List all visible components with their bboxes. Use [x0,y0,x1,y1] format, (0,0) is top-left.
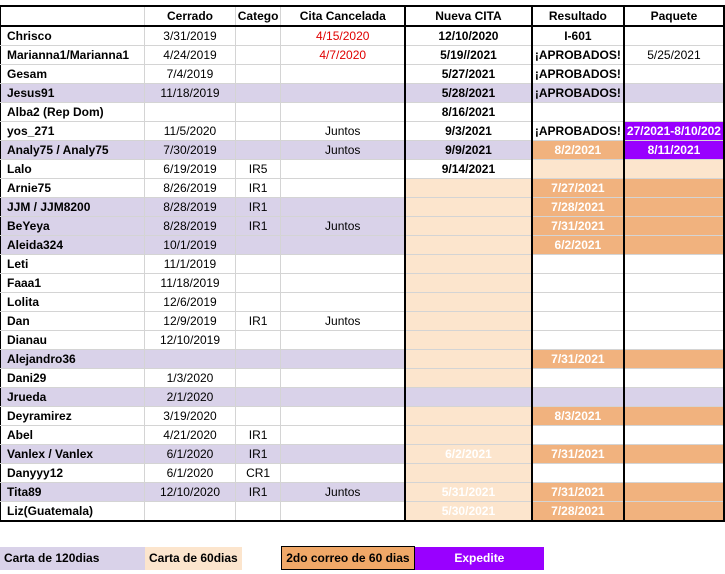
table-row [1,312,725,331]
cell-resultado[interactable]: ¡APROBADOS! [532,122,624,141]
cell-resultado[interactable] [532,255,624,274]
cell-cerrado[interactable]: 12/6/2019 [145,293,236,312]
cell-paquete[interactable] [624,464,724,483]
cell-categoria[interactable] [235,274,281,293]
cell-resultado[interactable]: 7/31/2021 [532,445,624,464]
cell-cerrado[interactable]: 7/4/2019 [145,65,236,84]
cell-categoria[interactable] [235,369,281,388]
cell-cerrado[interactable]: 6/19/2019 [145,160,236,179]
table-row [1,198,725,217]
cell-resultado[interactable] [532,160,624,179]
cell-cerrado[interactable]: 10/1/2019 [145,236,236,255]
cell-resultado[interactable]: 7/27/2021 [532,179,624,198]
cell-categoria[interactable]: IR1 [235,483,281,502]
cell-name[interactable]: Danyyy12 [1,464,145,483]
legend-60dias[interactable]: Carta de 60dias [145,547,242,570]
cell-categoria[interactable]: IR1 [235,198,281,217]
cell-cerrado[interactable]: 6/1/2020 [145,464,236,483]
cell-paquete[interactable] [624,26,724,46]
cell-cerrado[interactable] [145,350,236,369]
cell-paquete[interactable] [624,369,724,388]
cell-name[interactable]: Chrisco [1,26,145,46]
cell-paquete[interactable] [624,331,724,350]
cell-cerrado[interactable]: 12/9/2019 [145,312,236,331]
cell-name[interactable]: Jesus91 [1,84,145,103]
cell-paquete[interactable] [624,274,724,293]
legend [0,546,544,570]
cell-cita-cancelada[interactable] [281,502,405,522]
cell-cita-cancelada[interactable] [281,426,405,445]
cell-categoria[interactable]: IR1 [235,179,281,198]
cell-categoria[interactable] [235,236,281,255]
cell-nueva-cita[interactable]: 5/27/2021 [405,65,532,84]
cell-paquete[interactable]: 5/25/2021 [624,46,724,65]
cell-paquete[interactable] [624,255,724,274]
cell-cita-cancelada[interactable]: Juntos [281,141,405,160]
cell-cita-cancelada[interactable]: 4/7/2020 [281,46,405,65]
cell-paquete[interactable] [624,407,724,426]
table-row [1,274,725,293]
cell-paquete[interactable] [624,160,724,179]
cell-nueva-cita[interactable]: 9/3/2021 [405,122,532,141]
table-row [1,426,725,445]
cell-name[interactable]: Deyramirez [1,407,145,426]
cell-cita-cancelada[interactable] [281,331,405,350]
cell-resultado[interactable] [532,274,624,293]
cell-cita-cancelada[interactable] [281,236,405,255]
cell-nueva-cita[interactable] [405,369,532,388]
cell-paquete[interactable] [624,350,724,369]
cell-categoria[interactable]: CR1 [235,464,281,483]
cell-cerrado[interactable]: 1/3/2020 [145,369,236,388]
cell-resultado[interactable] [532,293,624,312]
table-row [1,65,725,84]
legend-expedite[interactable]: Expedite [414,547,544,570]
cell-cita-cancelada[interactable] [281,65,405,84]
cell-cerrado[interactable]: 4/21/2020 [145,426,236,445]
cell-nueva-cita[interactable]: 5/28/2021 [405,84,532,103]
cell-cita-cancelada[interactable]: Juntos [281,217,405,236]
cell-cita-cancelada[interactable]: Juntos [281,483,405,502]
column-header-5[interactable]: Resultado [532,6,624,26]
cell-categoria[interactable]: IR1 [235,426,281,445]
cell-cerrado[interactable]: 3/19/2020 [145,407,236,426]
cell-cita-cancelada[interactable] [281,160,405,179]
cell-paquete[interactable] [624,179,724,198]
cell-resultado[interactable]: 8/3/2021 [532,407,624,426]
cell-nueva-cita[interactable]: 9/9/2021 [405,141,532,160]
cell-cita-cancelada[interactable]: Juntos [281,122,405,141]
cell-resultado[interactable]: 6/2/2021 [532,236,624,255]
cell-cerrado[interactable]: 8/28/2019 [145,198,236,217]
cell-nueva-cita[interactable] [405,407,532,426]
cell-paquete[interactable] [624,426,724,445]
table-row [1,331,725,350]
cell-name[interactable]: Arnie75 [1,179,145,198]
cell-cita-cancelada[interactable] [281,350,405,369]
column-header-4[interactable]: Nueva CITA [405,6,532,26]
cell-cita-cancelada[interactable] [281,255,405,274]
table-row [1,217,725,236]
cell-paquete[interactable] [624,312,724,331]
table-row [1,46,725,65]
cell-nueva-cita[interactable] [405,198,532,217]
cell-name[interactable]: Dan [1,312,145,331]
cell-resultado[interactable]: I-601 [532,26,624,46]
cell-resultado[interactable]: 8/2/2021 [532,141,624,160]
cell-cerrado[interactable]: 11/5/2020 [145,122,236,141]
cell-resultado[interactable]: ¡APROBADOS! [532,46,624,65]
cell-paquete[interactable] [624,483,724,502]
cell-nueva-cita[interactable] [405,236,532,255]
cell-name[interactable]: Abel [1,426,145,445]
cell-categoria[interactable] [235,388,281,407]
cell-cerrado[interactable]: 7/30/2019 [145,141,236,160]
cell-nueva-cita[interactable]: 9/14/2021 [405,160,532,179]
table-row [1,103,725,122]
cell-cita-cancelada[interactable]: 4/15/2020 [281,26,405,46]
cell-name[interactable]: Lolita [1,293,145,312]
cell-cerrado[interactable] [145,502,236,522]
column-header-6[interactable]: Paquete [624,6,724,26]
cell-cerrado[interactable]: 2/1/2020 [145,388,236,407]
column-header-1[interactable]: Cerrado [145,6,236,26]
cell-name[interactable]: BeYeya [1,217,145,236]
cell-cita-cancelada[interactable]: Juntos [281,312,405,331]
table-row [1,160,725,179]
cell-paquete[interactable] [624,445,724,464]
cell-name[interactable]: Faaa1 [1,274,145,293]
cell-cerrado[interactable]: 11/18/2019 [145,84,236,103]
cell-cita-cancelada[interactable] [281,369,405,388]
cell-cita-cancelada[interactable] [281,179,405,198]
cell-nueva-cita[interactable]: 12/10/2020 [405,26,532,46]
cell-resultado[interactable] [532,464,624,483]
cell-resultado[interactable] [532,388,624,407]
cell-categoria[interactable] [235,350,281,369]
cell-name[interactable]: Jrueda [1,388,145,407]
table-row [1,483,725,502]
table-row [1,445,725,464]
cell-cerrado[interactable]: 8/26/2019 [145,179,236,198]
cell-categoria[interactable] [235,502,281,522]
cell-resultado[interactable]: 7/28/2021 [532,502,624,522]
cell-nueva-cita[interactable] [405,426,532,445]
cell-resultado[interactable] [532,103,624,122]
cell-cita-cancelada[interactable] [281,274,405,293]
cell-categoria[interactable] [235,141,281,160]
cell-resultado[interactable]: ¡APROBADOS! [532,65,624,84]
cell-resultado[interactable] [532,331,624,350]
cell-resultado[interactable]: 7/31/2021 [532,483,624,502]
table-row [1,26,725,46]
cell-name[interactable]: Dani29 [1,369,145,388]
cell-cerrado[interactable]: 6/1/2020 [145,445,236,464]
table-row [1,179,725,198]
cell-cita-cancelada[interactable] [281,464,405,483]
cell-resultado[interactable]: 7/31/2021 [532,350,624,369]
cell-resultado[interactable] [532,369,624,388]
cell-resultado[interactable]: 7/31/2021 [532,217,624,236]
cell-nueva-cita[interactable]: 5/19//2021 [405,46,532,65]
cell-nueva-cita[interactable] [405,274,532,293]
cell-cita-cancelada[interactable] [281,103,405,122]
cell-nueva-cita[interactable] [405,217,532,236]
cell-name[interactable]: JJM / JJM8200 [1,198,145,217]
cell-paquete[interactable] [624,236,724,255]
cell-nueva-cita[interactable]: 5/30/2021 [405,502,532,522]
cell-name[interactable]: Gesam [1,65,145,84]
cell-name[interactable]: Marianna1/Marianna1 [1,46,145,65]
table-row [1,464,725,483]
cell-name[interactable]: Alejandro36 [1,350,145,369]
cell-categoria[interactable] [235,331,281,350]
cell-name[interactable]: Vanlex / Vanlex [1,445,145,464]
cell-name[interactable]: Analy75 / Analy75 [1,141,145,160]
cell-name[interactable]: Alba2 (Rep Dom) [1,103,145,122]
cell-categoria[interactable] [235,103,281,122]
cell-cerrado[interactable]: 11/18/2019 [145,274,236,293]
table-row [1,350,725,369]
cell-cita-cancelada[interactable] [281,407,405,426]
cell-nueva-cita[interactable] [405,293,532,312]
table-row [1,255,725,274]
cell-nueva-cita[interactable] [405,312,532,331]
table-row [1,388,725,407]
cell-name[interactable]: yos_271 [1,122,145,141]
cell-paquete[interactable] [624,502,724,522]
cell-resultado[interactable]: 7/28/2021 [532,198,624,217]
cell-categoria[interactable]: IR1 [235,312,281,331]
table-row [1,502,725,522]
cell-paquete[interactable] [624,103,724,122]
cell-cerrado[interactable]: 4/24/2019 [145,46,236,65]
cell-paquete[interactable]: 27/2021-8/10/202 [624,122,724,141]
cell-name[interactable]: Dianau [1,331,145,350]
cell-paquete[interactable] [624,198,724,217]
cell-categoria[interactable] [235,122,281,141]
cell-nueva-cita[interactable] [405,331,532,350]
cell-name[interactable]: Aleida324 [1,236,145,255]
cell-paquete[interactable] [624,84,724,103]
table-row [1,369,725,388]
cell-categoria[interactable] [235,293,281,312]
table-row [1,141,725,160]
header-row [1,6,725,26]
column-header-0[interactable] [1,6,145,26]
cell-cita-cancelada[interactable] [281,84,405,103]
cell-categoria[interactable] [235,65,281,84]
cell-resultado[interactable]: ¡APROBADOS! [532,84,624,103]
legend-120dias[interactable]: Carta de 120dias [0,547,145,570]
cell-nueva-cita[interactable] [405,255,532,274]
cell-categoria[interactable]: IR1 [235,445,281,464]
cell-nueva-cita[interactable]: 6/2/2021 [405,445,532,464]
cell-nueva-cita[interactable]: 5/31/2021 [405,483,532,502]
legend-spacer [242,547,282,570]
cell-cerrado[interactable]: 3/31/2019 [145,26,236,46]
cell-paquete[interactable] [624,217,724,236]
cell-nueva-cita[interactable] [405,388,532,407]
cell-name[interactable]: Leti [1,255,145,274]
table-row [1,122,725,141]
legend-2do-correo[interactable]: 2do correo de 60 dias [282,547,414,570]
cell-paquete[interactable] [624,65,724,84]
cell-cita-cancelada[interactable] [281,293,405,312]
cell-paquete[interactable] [624,388,724,407]
cell-resultado[interactable] [532,312,624,331]
cell-name[interactable]: Liz(Guatemala) [1,502,145,522]
cell-cita-cancelada[interactable] [281,388,405,407]
cell-paquete[interactable]: 8/11/2021 [624,141,724,160]
cell-name[interactable]: Tita89 [1,483,145,502]
column-header-3[interactable]: Cita Cancelada [281,6,405,26]
cell-cerrado[interactable]: 8/28/2019 [145,217,236,236]
cell-nueva-cita[interactable] [405,179,532,198]
cell-nueva-cita[interactable] [405,350,532,369]
cell-cerrado[interactable]: 12/10/2019 [145,331,236,350]
table-row [1,236,725,255]
cell-cerrado[interactable]: 12/10/2020 [145,483,236,502]
cell-categoria[interactable] [235,255,281,274]
cell-categoria[interactable] [235,26,281,46]
cell-categoria[interactable] [235,84,281,103]
cell-categoria[interactable]: IR1 [235,217,281,236]
cell-name[interactable]: Lalo [1,160,145,179]
spreadsheet-grid [0,5,725,522]
cell-categoria[interactable] [235,46,281,65]
cell-cita-cancelada[interactable] [281,445,405,464]
cell-nueva-cita[interactable]: 8/16/2021 [405,103,532,122]
cell-categoria[interactable]: IR5 [235,160,281,179]
cell-cerrado[interactable] [145,103,236,122]
cell-cita-cancelada[interactable] [281,198,405,217]
cell-nueva-cita[interactable] [405,464,532,483]
cell-paquete[interactable] [624,293,724,312]
cell-categoria[interactable] [235,407,281,426]
table-row [1,407,725,426]
cell-cerrado[interactable]: 11/1/2019 [145,255,236,274]
cell-resultado[interactable] [532,426,624,445]
table-row [1,84,725,103]
column-header-2[interactable]: Catego [235,6,281,26]
table-row [1,293,725,312]
